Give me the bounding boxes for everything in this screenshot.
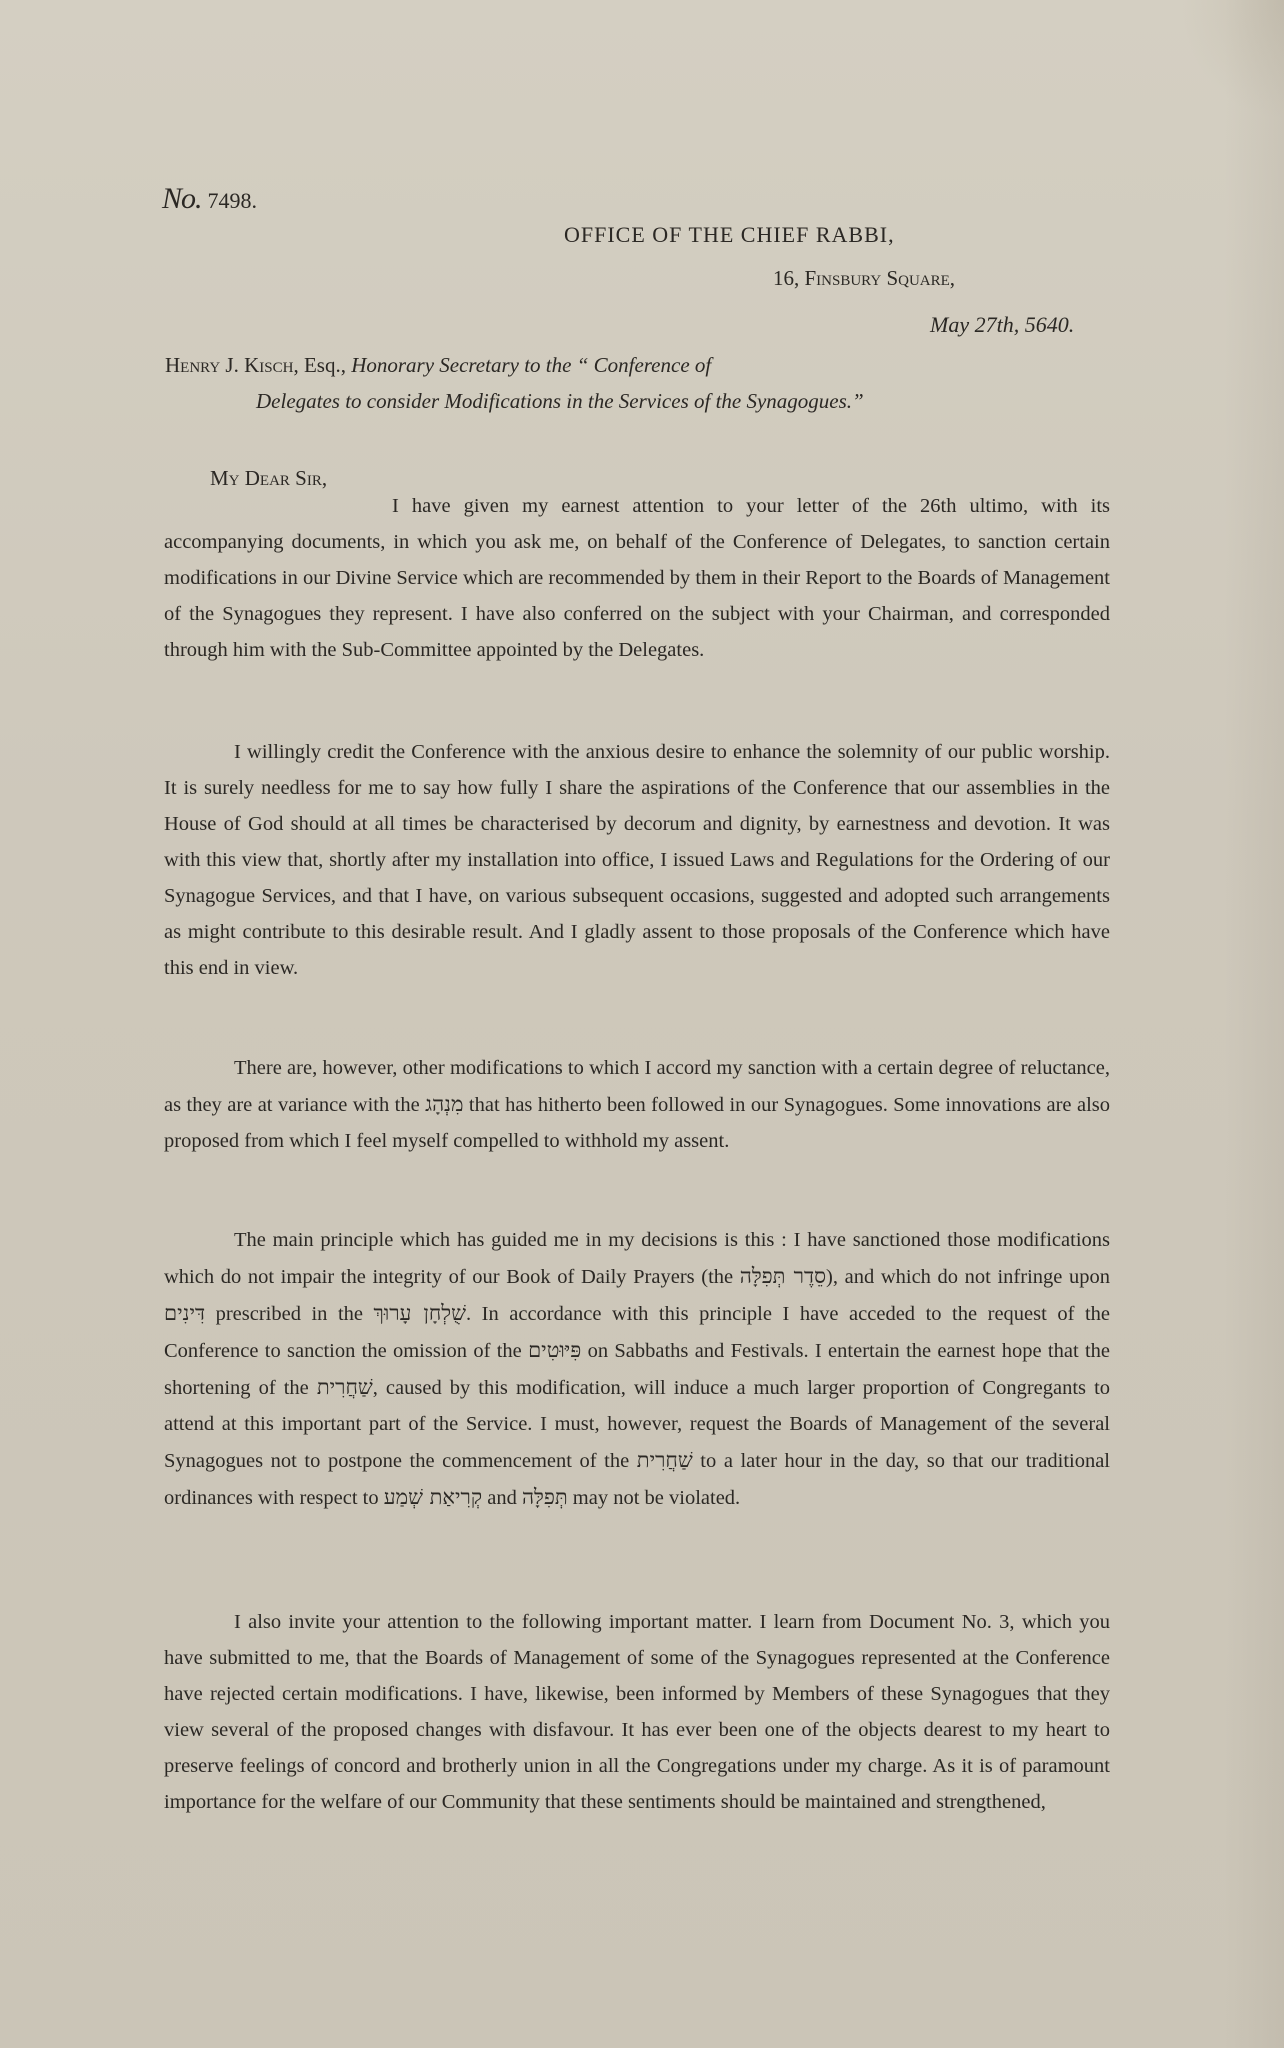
hebrew-shacharit: שַׁחֲרִית bbox=[316, 1375, 373, 1399]
number-prefix: No. bbox=[162, 182, 202, 215]
p4-text-a: The main principle which has guided me in my decisions is this : I have sanctioned those modifications which do not impair the integrity of our Book of Daily Prayers (the bbox=[164, 1229, 1110, 1288]
p4-text-b: ), and which do not infringe upon bbox=[826, 1266, 1111, 1288]
p4-text-f: , caused by this modification, will induce a much larger proportion of Congregants to attend at this important part of the Service. I must, however, request the Boards of Management of the several Synagogues not to postpone the commencement of the bbox=[164, 1377, 1111, 1472]
hebrew-minhag: מִנְהָג bbox=[425, 1092, 464, 1116]
p4-text-e: on Sabbaths and Festivals. I entertain the earnest hope that the shortening of the bbox=[164, 1340, 1111, 1399]
hebrew-kriat-shema: קְרִיאַת שְׁמַע bbox=[383, 1485, 483, 1509]
p3-text-b: that has hitherto been followed in our Synagogues. Some innovations are also proposed from which I feel myself compelled to withhold my assent. bbox=[164, 1094, 1110, 1152]
paragraph-4 bbox=[164, 1222, 1110, 1516]
hebrew-dinim: דִּינִים bbox=[164, 1301, 206, 1325]
paragraph-2-text: I willingly credit the Conference with the anxious desire to enhance the solemnity of our public worship. It is surely needless for me to say how fully I share the aspirations of the Conference that our assemblies in the House of God should at all times be characterised by decorum and dignity, by earnestness and devotion. It was with this view that, shortly after my installation into office, I issued Laws and Regulations for the Ordering of our Synagogue Services, and that I have, on various subsequent occasions, suggested and adopted such arrangements as might contribute to this desirable result. And I gladly assent to those proposals of the Conference which have this end in view. bbox=[164, 741, 1110, 979]
paragraph-2 bbox=[164, 734, 1110, 986]
number-value: 7498. bbox=[207, 188, 258, 213]
hebrew-shacharit-2: שַׁחֲרִית bbox=[636, 1448, 693, 1472]
recipient-line-1 bbox=[165, 353, 711, 378]
hebrew-seder-tefillah: סֵדֶר תְּפִלָּה bbox=[739, 1264, 827, 1288]
paragraph-3 bbox=[164, 1050, 1110, 1159]
paper-stain bbox=[1180, 0, 1284, 120]
office-heading: OFFICE OF THE CHIEF RABBI, bbox=[564, 222, 895, 247]
hebrew-shulchan-aruch: שֻׁלְחָן עָרוּךְ bbox=[373, 1301, 466, 1325]
p4-text-i: may not be violated. bbox=[572, 1487, 741, 1509]
paragraph-5-text: I also invite your attention to the following important matter. I learn from Document No. 3, which you have submitted to me, that the Boards of Management of some of the Synagogues represented at the Conference have rejected certain modifications. I have, likewise, been informed by Members of these Synagogues that they view several of the proposed changes with disfavour. It has ever been one of the objects dearest to my heart to preserve feelings of concord and brotherly union in all the Congregations under my charge. As it is of paramount importance for the welfare of our Community that these sentiments should be maintained and strengthened, bbox=[164, 1611, 1110, 1813]
recipient-title: Honorary Secretary to the “ Conference of bbox=[351, 353, 712, 377]
p4-text-g: to a later hour in the day, so that our traditional ordinances with respect to bbox=[164, 1450, 1111, 1509]
p3-text-a: There are, however, other modifications to which I accord my sanction with a certain degree of reluctance, as they are at variance with the bbox=[164, 1057, 1110, 1116]
hebrew-tefillah: תְּפִלָּה bbox=[521, 1485, 568, 1509]
document-number bbox=[162, 182, 257, 216]
recipient-line-2: Delegates to consider Modifications in the Services of the Synagogues.” bbox=[256, 389, 864, 413]
paragraph-5 bbox=[164, 1604, 1110, 1820]
p4-text-d: . In accordance with this principle I have acceded to the request of the Conference to sanction the omission of the bbox=[164, 1303, 1111, 1362]
p4-text-c: prescribed in the bbox=[215, 1303, 364, 1325]
paragraph-1 bbox=[164, 488, 1110, 668]
recipient-suffix: , Esq., bbox=[293, 353, 346, 377]
paragraph-1-text: I have given my earnest attention to your letter of the 26th ultimo, with its accompanying documents, in which you ask me, on behalf of the Conference of Delegates, to sanction certain modifications in our Divine Service which are recommended by them in their Report to the Boards of Management of the Synagogues they represent. I have also conferred on the subject with your Chairman, and corresponded through him with the Sub-Committee appointed by the Delegates. bbox=[164, 495, 1110, 661]
recipient-name: Henry J. Kisch bbox=[165, 353, 294, 377]
letter-date bbox=[930, 312, 1074, 338]
p4-text-h: and bbox=[487, 1487, 517, 1509]
office-address: 16, Finsbury Square, bbox=[773, 266, 956, 290]
hebrew-piyyutim: פִּיּוּטִים bbox=[528, 1338, 582, 1362]
date-text: May 27th, 5640. bbox=[930, 312, 1075, 337]
salutation: My Dear Sir, bbox=[210, 466, 328, 490]
